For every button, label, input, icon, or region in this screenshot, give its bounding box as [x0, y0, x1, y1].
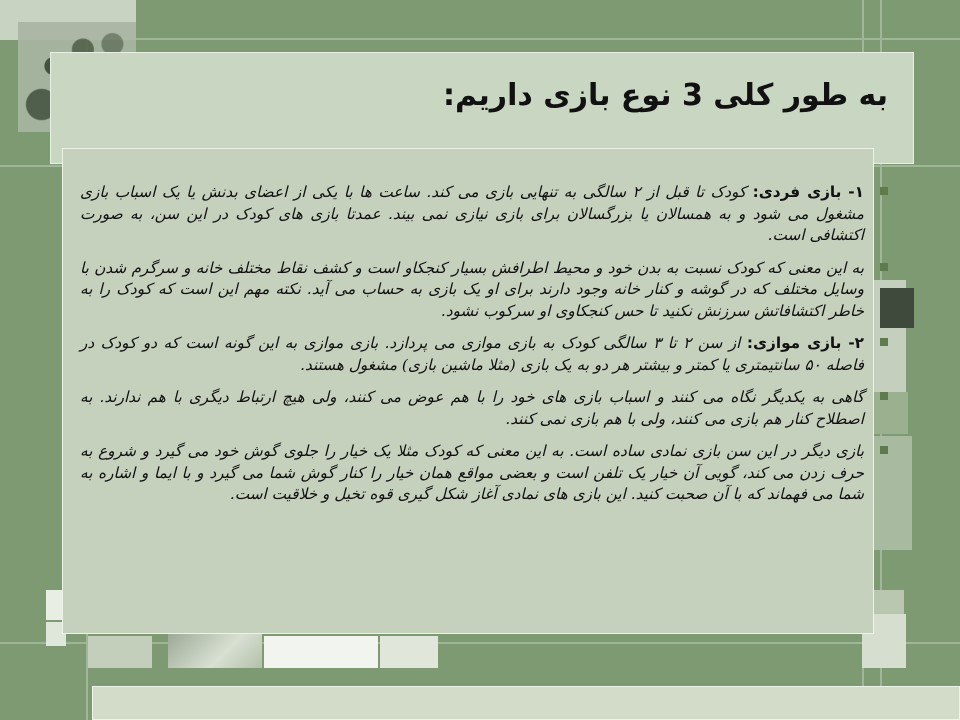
- bullet-item: [80, 258, 888, 323]
- bullet-list: [80, 182, 888, 517]
- bullet-marker: [880, 187, 888, 195]
- slide-title: به طور کلی 3 نوع بازی داریم:: [443, 78, 888, 113]
- bullet-item: [80, 182, 888, 247]
- bullet-text: گاهی به یکدیگر نگاه می کنند و اسباب بازی های خود را با هم عوض می کنند، ولی هیچ ارتباط دیگری با هم ندارند. به اصطلاح کنار هم بازی می کنند، ولی با هم بازی نمی کنند.: [80, 388, 864, 428]
- bottom-strip: [92, 686, 960, 720]
- bullet-marker: [880, 392, 888, 400]
- decor-block: [380, 636, 438, 668]
- bullet-label: ۲- بازی موازی:: [746, 334, 865, 352]
- grid-line: [0, 38, 960, 40]
- bullet-text: کودک تا قبل از ۲ سالگی به تنهایی بازی می کند. ساعت ها با یکی از اعضای بدنش یا یک اسباب بازی مشغول می شود و به همسالان یا بزرگسالان برای بازی نیازی نمی بیند. عمدتا بازی های کودک در این سن، به صورت اکتشافی است.: [80, 183, 864, 244]
- bullet-marker: [880, 446, 888, 454]
- bullet-label: ۱- بازی فردی:: [752, 183, 864, 201]
- bullet-item: [80, 333, 888, 376]
- decor-block: [264, 636, 378, 668]
- bullet-item: [80, 387, 888, 430]
- bullet-text: بازی دیگر در این سن بازی نمادی ساده است. به این معنی که کودک مثلا یک خیار را جلوی گوش خود می گیرد و شروع به حرف زدن می کند، گویی آن خیار یک تلفن است و بعضی مواقع همان خیار را کنار گوش شما می گیرد و با ایما و اشاره به شما می فهماند که با آن صحبت کنید. این بازی های نمادی آغاز شکل گیری قوه تخیل و خلاقیت است.: [80, 442, 864, 503]
- bullet-text: از سن ۲ تا ۳ سالگی کودک به بازی موازی می پردازد. بازی موازی به این گونه است که دو کودک در فاصله ۵۰ سانتیمتری یا کمتر و بیشتر هر دو به یک بازی (مثلا ماشین بازی) مشغول هستند.: [80, 334, 864, 374]
- bullet-marker: [880, 338, 888, 346]
- decor-block: [88, 636, 152, 668]
- bullet-text: به این معنی که کودک نسبت به بدن خود و محیط اطرافش بسیار کنجکاو است و کشف نقاط مختلف خانه و سرگرم شدن با وسایل مختلف که در گوشه و کنار خانه وجود دارند برای او یک بازی به حساب می آید. نکته مهم این است که کودک را به خاطر اکتشافاتش سرزنش نکنید تا حس کنجکاوی او سرکوب نشود.: [80, 258, 864, 320]
- bullet-item: [80, 441, 888, 506]
- bullet-marker: [880, 263, 888, 271]
- decor-block: [168, 630, 262, 668]
